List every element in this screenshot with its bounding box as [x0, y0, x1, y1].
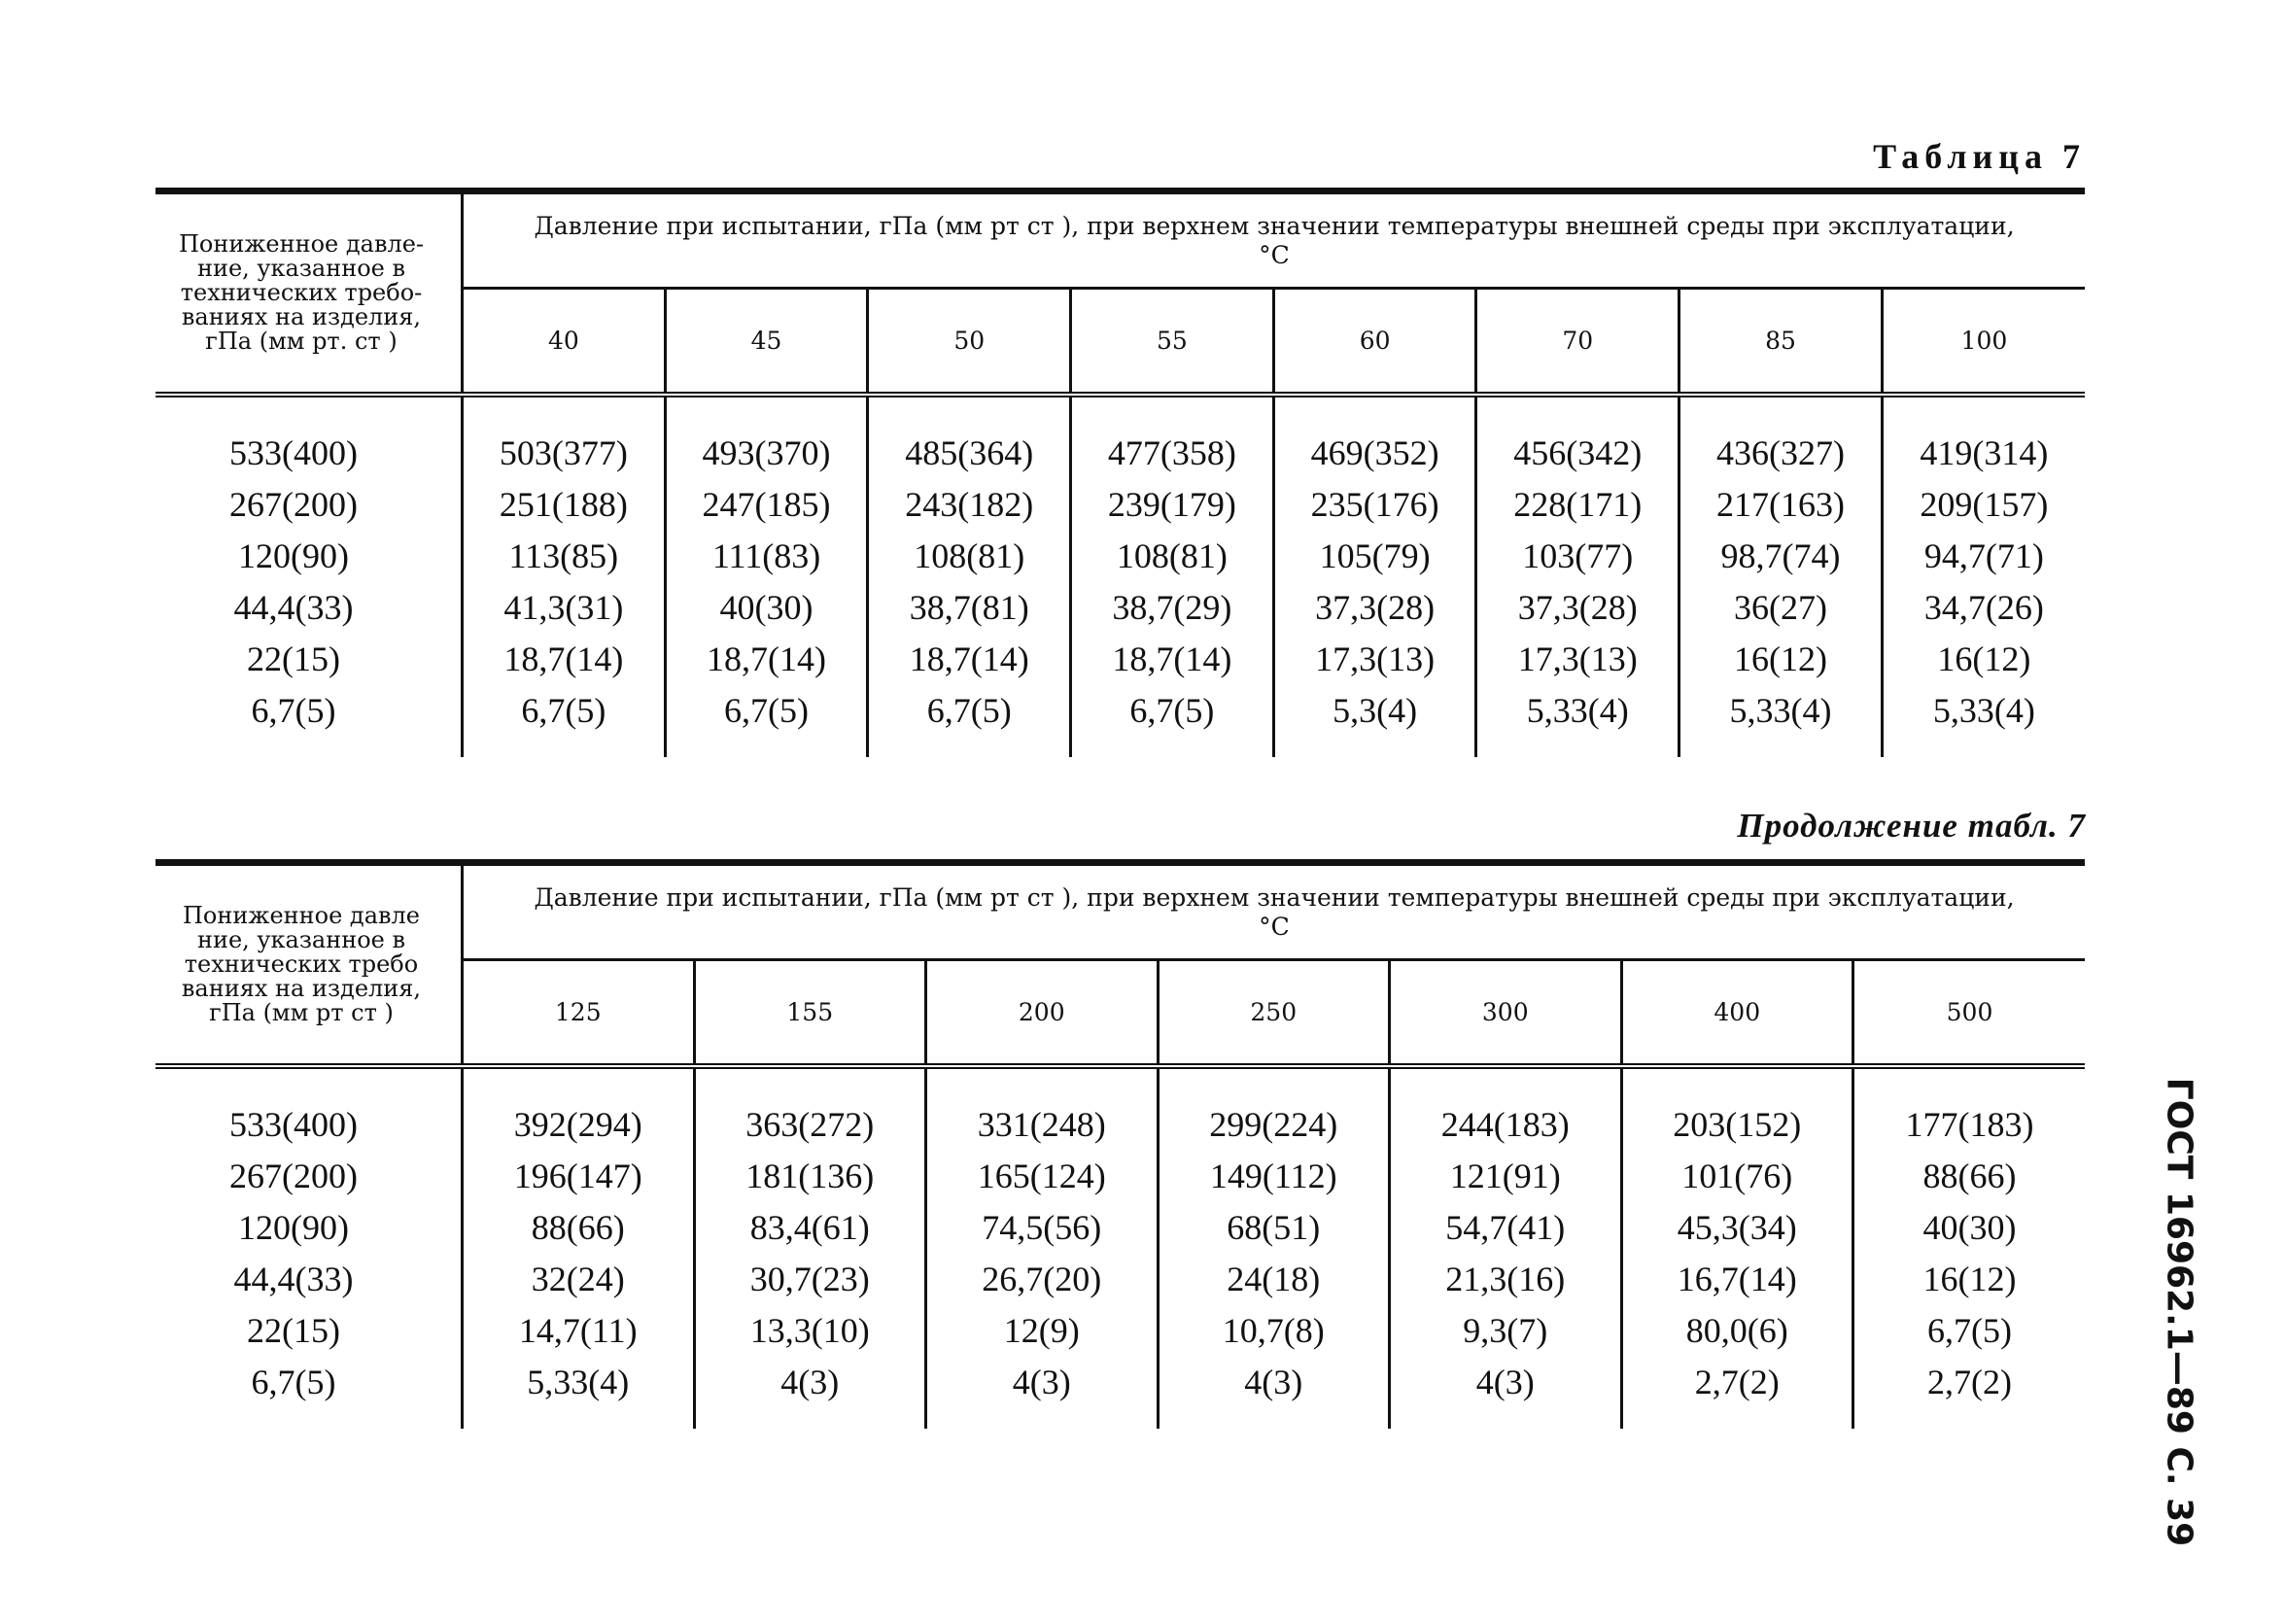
test-pressure-cell: 5,3(4)	[1273, 684, 1476, 757]
test-pressure-cell: 24(18)	[1158, 1253, 1390, 1304]
table-7-caption: Таблица 7	[1873, 137, 2086, 176]
temperature-column-header: 250	[1158, 960, 1390, 1067]
test-pressure-cell: 12(9)	[926, 1304, 1159, 1356]
test-pressure-cell: 80,0(6)	[1621, 1304, 1853, 1356]
data-table	[156, 859, 2085, 1429]
test-pressure-cell: 469(352)	[1273, 395, 1476, 478]
test-pressure-cell: 235(176)	[1273, 478, 1476, 530]
test-pressure-cell: 14,7(11)	[463, 1304, 695, 1356]
test-pressure-cell: 196(147)	[463, 1150, 695, 1201]
test-pressure-cell: 21,3(16)	[1390, 1253, 1622, 1304]
test-pressure-cell: 16(12)	[1922, 1259, 2017, 1298]
test-pressure-cell: 503(377)	[463, 395, 666, 478]
temperature-column-header: 50	[868, 289, 1071, 396]
table-row	[156, 1356, 2085, 1429]
test-pressure-cell: 217(163)	[1679, 478, 1883, 530]
test-pressure-cell: 37,3(28)	[1476, 581, 1679, 633]
table-row	[156, 1066, 2085, 1150]
test-pressure-cell: 113(85)	[463, 530, 666, 581]
reduced-pressure-cell: 44,4(33)	[156, 1253, 463, 1304]
temperature-column-header: 500	[1853, 960, 2086, 1067]
test-pressure-cell: 6,7(5)	[1071, 684, 1274, 757]
test-pressure-cell: 10,7(8)	[1158, 1304, 1390, 1356]
temperature-column-header: 70	[1476, 289, 1679, 396]
test-pressure-cell: 485(364)	[868, 395, 1071, 478]
table-head	[156, 863, 2085, 1067]
standard-page-reference-text: ГОСТ 16962.1—89 С. 39	[2159, 1077, 2199, 1547]
test-pressure-cell: 36(27)	[1679, 581, 1883, 633]
test-pressure-cell: 111(83)	[665, 530, 868, 581]
table-row	[156, 1150, 2085, 1201]
test-pressure-cell: 18,7(14)	[868, 633, 1071, 684]
temperature-column-header: 85	[1679, 289, 1883, 396]
test-pressure-cell: 419(314)	[1920, 432, 2049, 472]
test-pressure-cell: 32(24)	[463, 1253, 695, 1304]
test-pressure-cell: 6,7(5)	[665, 684, 868, 757]
test-pressure-cell: 41,3(31)	[463, 581, 666, 633]
test-pressure-cell: 121(91)	[1390, 1150, 1622, 1201]
test-pressure-cell: 105(79)	[1273, 530, 1476, 581]
test-pressure-cell: 177(183)	[1905, 1104, 2034, 1144]
test-pressure-cell: 149(112)	[1158, 1150, 1390, 1201]
temperature-column-header: 200	[926, 960, 1159, 1067]
test-pressure-cell: 88(66)	[1922, 1156, 2017, 1195]
table-row	[156, 633, 2085, 684]
test-pressure-cell: 2,7(2)	[1927, 1362, 2012, 1401]
table-body	[156, 1066, 2085, 1429]
test-pressure-cell: 17,3(13)	[1476, 633, 1679, 684]
table-head	[156, 191, 2085, 396]
test-pressure-cell: 493(370)	[665, 395, 868, 478]
temperature-column-header: 60	[1273, 289, 1476, 396]
table-row	[156, 1201, 2085, 1253]
temperature-column-header: 400	[1621, 960, 1853, 1067]
test-pressure-cell: 2,7(2)	[1621, 1356, 1853, 1429]
test-pressure-cell: 436(327)	[1679, 395, 1883, 478]
group-header: Давление при испытании, гПа (мм рт ст ), при верхнем значении температуры внешней среды при эксплуатации, °С	[463, 863, 2086, 960]
test-pressure-cell: 244(183)	[1390, 1066, 1622, 1150]
temperature-column-header: 40	[463, 289, 666, 396]
reduced-pressure-cell: 22(15)	[156, 1304, 463, 1356]
reduced-pressure-cell: 6,7(5)	[156, 684, 463, 757]
test-pressure-cell: 83,4(61)	[694, 1201, 926, 1253]
reduced-pressure-cell: 267(200)	[156, 1150, 463, 1201]
table-row	[156, 1253, 2085, 1304]
test-pressure-cell: 243(182)	[868, 478, 1071, 530]
test-pressure-cell: 98,7(74)	[1679, 530, 1883, 581]
test-pressure-cell: 9,3(7)	[1390, 1304, 1622, 1356]
reduced-pressure-cell: 120(90)	[156, 1201, 463, 1253]
stub-header: Пониженное давле- ние, указанное в технических требо- ваниях на изделия, гПа (мм рт. ст )	[156, 191, 463, 396]
test-pressure-cell: 37,3(28)	[1273, 581, 1476, 633]
test-pressure-cell: 251(188)	[463, 478, 666, 530]
test-pressure-cell: 103(77)	[1476, 530, 1679, 581]
test-pressure-cell: 16(12)	[1937, 639, 2031, 678]
test-pressure-cell: 101(76)	[1621, 1150, 1853, 1201]
temperature-column-header: 100	[1882, 289, 2085, 396]
header-row-group	[156, 863, 2085, 960]
table-body	[156, 395, 2085, 757]
table-7-continuation	[156, 859, 2085, 1429]
data-table	[156, 188, 2085, 757]
temperature-column-header: 55	[1071, 289, 1274, 396]
reduced-pressure-cell: 267(200)	[156, 478, 463, 530]
test-pressure-cell: 392(294)	[463, 1066, 695, 1150]
test-pressure-cell: 108(81)	[1071, 530, 1274, 581]
stub-header: Пониженное давле ние, указанное в технических требо ваниях на изделия, гПа (мм рт ст )	[156, 863, 463, 1067]
test-pressure-cell: 5,33(4)	[463, 1356, 695, 1429]
test-pressure-cell: 363(272)	[694, 1066, 926, 1150]
test-pressure-cell: 17,3(13)	[1273, 633, 1476, 684]
test-pressure-cell: 34,7(26)	[1923, 587, 2044, 627]
test-pressure-cell: 4(3)	[926, 1356, 1159, 1429]
test-pressure-cell: 165(124)	[926, 1150, 1159, 1201]
reduced-pressure-cell: 533(400)	[156, 1066, 463, 1150]
test-pressure-cell: 5,33(4)	[1476, 684, 1679, 757]
reduced-pressure-cell: 44,4(33)	[156, 581, 463, 633]
test-pressure-cell: 299(224)	[1158, 1066, 1390, 1150]
table-row	[156, 478, 2085, 530]
standard-page-reference	[2150, 1077, 2208, 1547]
reduced-pressure-cell: 6,7(5)	[156, 1356, 463, 1429]
test-pressure-cell: 247(185)	[665, 478, 868, 530]
test-pressure-cell: 94,7(71)	[1923, 536, 2044, 575]
table-row	[156, 530, 2085, 581]
table-row	[156, 581, 2085, 633]
table-row	[156, 1304, 2085, 1356]
table-7-continuation-caption: Продолжение табл. 7	[1737, 807, 2086, 845]
temperature-column-header: 300	[1390, 960, 1622, 1067]
test-pressure-cell: 6,7(5)	[463, 684, 666, 757]
test-pressure-cell: 38,7(29)	[1071, 581, 1274, 633]
test-pressure-cell: 40(30)	[665, 581, 868, 633]
test-pressure-cell: 331(248)	[926, 1066, 1159, 1150]
table-row	[156, 684, 2085, 757]
table-7	[156, 188, 2085, 757]
test-pressure-cell: 16(12)	[1679, 633, 1883, 684]
reduced-pressure-cell: 22(15)	[156, 633, 463, 684]
test-pressure-cell: 88(66)	[463, 1201, 695, 1253]
test-pressure-cell: 181(136)	[694, 1150, 926, 1201]
test-pressure-cell: 68(51)	[1158, 1201, 1390, 1253]
test-pressure-cell: 40(30)	[1922, 1207, 2017, 1247]
test-pressure-cell: 4(3)	[694, 1356, 926, 1429]
test-pressure-cell: 203(152)	[1621, 1066, 1853, 1150]
temperature-column-header: 45	[665, 289, 868, 396]
test-pressure-cell: 18,7(14)	[1071, 633, 1274, 684]
test-pressure-cell: 6,7(5)	[1927, 1310, 2012, 1350]
test-pressure-cell: 18,7(14)	[665, 633, 868, 684]
test-pressure-cell: 239(179)	[1071, 478, 1274, 530]
test-pressure-cell: 456(342)	[1476, 395, 1679, 478]
test-pressure-cell: 74,5(56)	[926, 1201, 1159, 1253]
test-pressure-cell: 6,7(5)	[868, 684, 1071, 757]
table-row	[156, 395, 2085, 478]
test-pressure-cell: 4(3)	[1390, 1356, 1622, 1429]
test-pressure-cell: 228(171)	[1476, 478, 1679, 530]
test-pressure-cell: 4(3)	[1158, 1356, 1390, 1429]
test-pressure-cell: 5,33(4)	[1932, 690, 2035, 730]
test-pressure-cell: 108(81)	[868, 530, 1071, 581]
test-pressure-cell: 5,33(4)	[1679, 684, 1883, 757]
test-pressure-cell: 45,3(34)	[1621, 1201, 1853, 1253]
test-pressure-cell: 30,7(23)	[694, 1253, 926, 1304]
header-row-group	[156, 191, 2085, 289]
test-pressure-cell: 18,7(14)	[463, 633, 666, 684]
test-pressure-cell: 13,3(10)	[694, 1304, 926, 1356]
temperature-column-header: 155	[694, 960, 926, 1067]
group-header: Давление при испытании, гПа (мм рт ст ), при верхнем значении температуры внешней среды при эксплуатации, °С	[463, 191, 2086, 289]
temperature-column-header: 125	[463, 960, 695, 1067]
test-pressure-cell: 209(157)	[1920, 484, 2049, 524]
test-pressure-cell: 26,7(20)	[926, 1253, 1159, 1304]
test-pressure-cell: 54,7(41)	[1390, 1201, 1622, 1253]
test-pressure-cell: 16,7(14)	[1621, 1253, 1853, 1304]
test-pressure-cell: 477(358)	[1071, 395, 1274, 478]
test-pressure-cell: 38,7(81)	[868, 581, 1071, 633]
reduced-pressure-cell: 533(400)	[156, 395, 463, 478]
reduced-pressure-cell: 120(90)	[156, 530, 463, 581]
